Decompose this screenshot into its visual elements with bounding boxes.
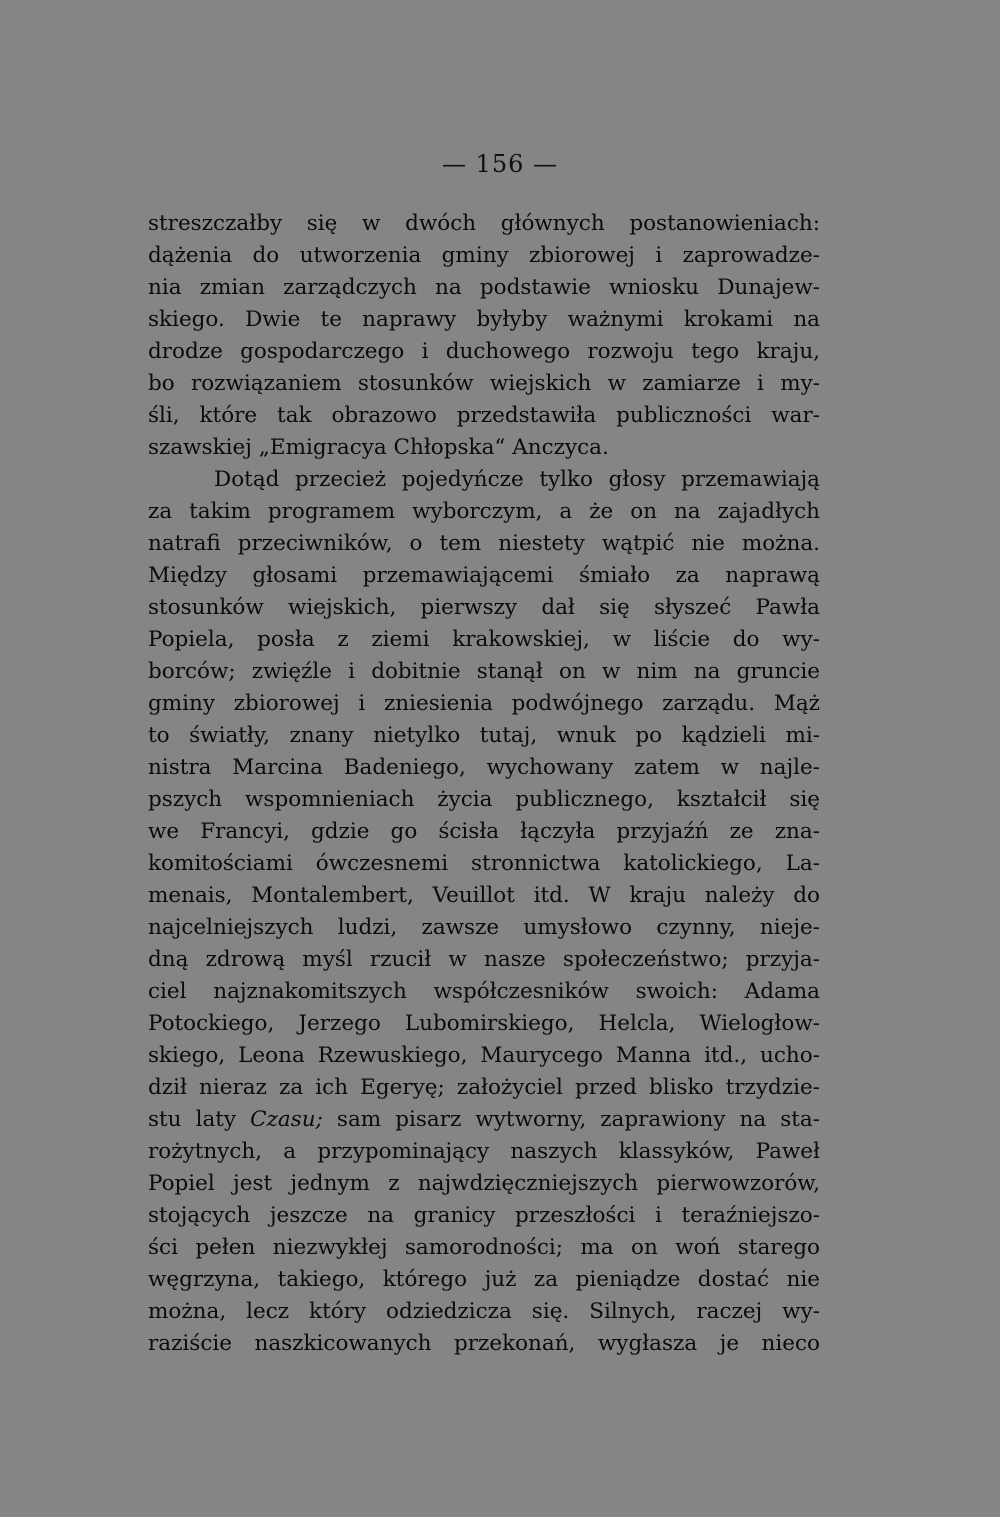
text-line: menais, Montalembert, Veuillot itd. W kraju należy do <box>148 883 820 908</box>
text-line: ciel najznakomitszych współczesników swoich: Adama <box>148 979 820 1004</box>
text-line: szawskiej „Emigracya Chłopska“ Anczyca. <box>148 435 609 460</box>
text-line: skiego, Leona Rzewuskiego, Maurycego Manna itd., ucho- <box>148 1043 820 1068</box>
text-line: Potockiego, Jerzego Lubomirskiego, Helcla, Wielogłow- <box>148 1011 820 1036</box>
text-line: stojących jeszcze na granicy przeszłości i teraźniejszo- <box>148 1203 820 1228</box>
italic-title: Czasu; <box>250 1107 323 1132</box>
text-line: dążenia do utworzenia gminy zbiorowej i zaprowadze- <box>148 243 820 268</box>
text-line: borców; zwięźle i dobitnie stanął on w nim na gruncie <box>148 659 820 684</box>
text-line: gminy zbiorowej i zniesienia podwójnego zarządu. Mąż <box>148 691 820 716</box>
text-line: rożytnych, a przypominający naszych klassyków, Paweł <box>148 1139 820 1164</box>
text-line: można, lecz który odziedzicza się. Silnych, raczej wy- <box>148 1299 820 1324</box>
text-line: dną zdrową myśl rzucił w nasze społeczeństwo; przyja- <box>148 947 820 972</box>
text-line: Między głosami przemawiającemi śmiało za naprawą <box>148 563 820 588</box>
page-number: — 156 — <box>441 150 559 178</box>
text-line: Dotąd przecież pojedyńcze tylko głosy przemawiają <box>214 467 820 492</box>
text-line: skiego. Dwie te naprawy byłyby ważnymi krokami na <box>148 307 820 332</box>
text-line: streszczałby się w dwóch głównych postanowieniach: <box>148 211 820 236</box>
text-line: we Francyi, gdzie go ścisła łączyła przyjaźń ze zna- <box>148 819 820 844</box>
text-line: Popiel jest jednym z najwdzięczniejszych pierwowzorów, <box>148 1171 820 1196</box>
text-line: drodze gospodarczego i duchowego rozwoju tego kraju, <box>148 339 820 364</box>
text-line: komitościami ówczesnemi stronnictwa katolickiego, La- <box>148 851 820 876</box>
text-line: to światły, znany nietylko tutaj, wnuk po kądzieli mi- <box>148 723 820 748</box>
text-line: bo rozwiązaniem stosunków wiejskich w zamiarze i my- <box>148 371 820 396</box>
text-line: natrafi przeciwników, o tem niestety wątpić nie można. <box>148 531 820 556</box>
text-line-with-italic-title <box>148 1104 820 1136</box>
text-segment: stu laty <box>148 1107 251 1132</box>
text-line: nistra Marcina Badeniego, wychowany zatem w najle- <box>148 755 820 780</box>
text-line: śli, które tak obrazowo przedstawiła publiczności war- <box>148 403 820 428</box>
text-segment: sam pisarz wytworny, zaprawiony na sta- <box>322 1107 820 1132</box>
body-text <box>148 208 820 1360</box>
text-line: najcelniejszych ludzi, zawsze umysłowo czynny, nieje- <box>148 915 820 940</box>
text-line: za takim programem wyborczym, a że on na zajadłych <box>148 499 820 524</box>
text-line: pszych wspomnieniach życia publicznego, kształcił się <box>148 787 820 812</box>
text-line: Popiela, posła z ziemi krakowskiej, w liście do wy- <box>148 627 820 652</box>
text-line: dził nieraz za ich Egeryę; założyciel przed blisko trzydzie- <box>148 1075 820 1100</box>
text-line: węgrzyna, takiego, którego już za pieniądze dostać nie <box>148 1267 820 1292</box>
text-line: nia zmian zarządczych na podstawie wniosku Dunajew- <box>148 275 820 300</box>
text-line: stosunków wiejskich, pierwszy dał się słyszeć Pawła <box>148 595 820 620</box>
text-line: raziście naszkicowanych przekonań, wygłasza je nieco <box>148 1331 820 1356</box>
text-line: ści pełen niezwykłej samorodności; ma on woń starego <box>148 1235 820 1260</box>
